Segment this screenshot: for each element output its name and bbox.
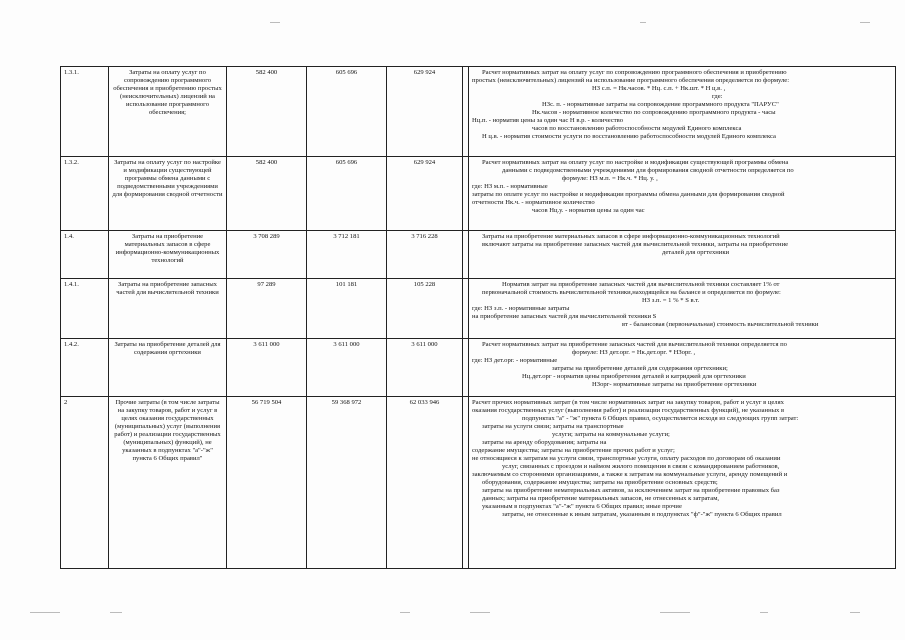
formula-line: формуле: НЗ дет.орг. = Нк.дет.орг. * НЗорг. , (572, 349, 696, 356)
description-line: НЗорг- нормативные затраты на приобретение оргтехники (592, 381, 757, 388)
value-year-1: 582 400 (227, 157, 307, 231)
value-year-2: 101 181 (307, 279, 387, 339)
value-year-2: 605 696 (307, 67, 387, 157)
value-year-3: 62 033 946 (387, 397, 463, 569)
table-row (61, 279, 896, 339)
cost-item-name: Затраты на приобретение деталей для содержания оргтехники (109, 339, 227, 397)
description-line: услуги; затраты на коммунальные услуги; (552, 431, 670, 438)
scan-artifact (400, 612, 410, 613)
table-row (61, 397, 896, 569)
description-line: Нц.п. - норматив цены за один час Н в.р. - количество (472, 117, 624, 124)
cost-item-name: Затраты на приобретение материальных запасов в сфере информационно-коммуникационных технологий (109, 231, 227, 279)
value-year-2: 3 712 181 (307, 231, 387, 279)
table-row (61, 231, 896, 279)
value-year-1: 97 289 (227, 279, 307, 339)
description-line: Затраты на приобретение материальных запасов в сфере информационно-коммуникационных технологий (482, 233, 780, 240)
description-line: часов Нц.у. - норматив цены за один час (532, 207, 645, 214)
value-year-3: 629 924 (387, 67, 463, 157)
calculation-description (469, 279, 896, 339)
cost-item-name: Затраты на оплату услуг по настройке и модификации существующей программы обмена данными с подведомственными учреждениями для формирования сводной отчетности (109, 157, 227, 231)
calculation-description (469, 67, 896, 157)
scan-artifact (270, 22, 280, 23)
scan-artifact (110, 612, 122, 613)
description-line: часов по восстановлению работоспособности модулей Единого комплекса (532, 125, 742, 132)
description-line: затраты на аренду оборудования; затраты на (482, 439, 607, 446)
description-line: на приобретение запасных частей для вычислительной техники S (472, 313, 657, 320)
description-line: услуг, связанных с проездом и наймом жилого помещения в связи с командированием работников, (502, 463, 780, 470)
description-line: где: НЗ дет.орг. - нормативные (472, 357, 558, 364)
description-line: указанным в подпунктах "а"-"ж" пункта 6 Общих правил; иные прочие (482, 503, 682, 510)
row-number: 1.4.1. (61, 279, 109, 339)
scan-artifact (850, 612, 860, 613)
value-year-3: 629 924 (387, 157, 463, 231)
description-line: вт - балансовая (первоначальная) стоимость вычислительной техники (622, 321, 819, 328)
calculation-description (469, 339, 896, 397)
value-year-3: 3 716 228 (387, 231, 463, 279)
description-line: деталей для оргтехники (662, 249, 730, 256)
value-year-2: 59 368 972 (307, 397, 387, 569)
description-line: оказания государственных услуг (выполнения работ) и реализации государственных функций), не указанных в (472, 407, 785, 414)
table-row (61, 67, 896, 157)
value-year-1: 3 708 289 (227, 231, 307, 279)
scan-artifact (470, 612, 490, 613)
calculation-description (469, 231, 896, 279)
description-line: не относящиеся к затратам на услуги связи, транспортные услуги, оплату расходов по договорам об оказании (472, 455, 781, 462)
value-year-3: 3 611 000 (387, 339, 463, 397)
description-line: Расчет прочих нормативных затрат (в том числе нормативных затрат на закупку товаров, работ и услуг в целях (472, 399, 784, 406)
description-line: где: (712, 93, 723, 100)
description-line: затраты на услуги связи; затраты на транспортные (482, 423, 624, 430)
row-number: 1.4.2. (61, 339, 109, 397)
description-line: отчетности Нк.ч. - нормативное количество (472, 199, 595, 206)
table-body (61, 67, 896, 569)
description-line: простых (неисключительных) лицензий на использование программного обеспечения определяется по формуле: (472, 77, 790, 84)
description-line: где: НЗ з.п. - нормативные затраты (472, 305, 570, 312)
description-line: Расчет нормативных затрат на оплату услуг по настройке и модификации существующей программы обмена (482, 159, 789, 166)
description-line: затраты по оплате услуг по настройке и модификации программы обмена данными для формирования сводной (472, 191, 785, 198)
value-year-1: 3 611 000 (227, 339, 307, 397)
scan-artifact (30, 612, 60, 613)
value-year-2: 3 611 000 (307, 339, 387, 397)
scan-artifact (640, 22, 646, 23)
description-line: затраты, не отнесенные к иным затратам, указанным в подпунктах "ф"-"ж" пункта 6 Общих правил (502, 511, 782, 518)
description-line: Расчет нормативных затрат на приобретение запасных частей для вычислительной техники определяется по (482, 341, 787, 348)
description-line: Нц.дет.орг - норматив цены приобретения деталей и катриджей для оргтехники (522, 373, 746, 380)
row-number: 2 (61, 397, 109, 569)
description-line: затраты на приобретение деталей для содержания оргтехники; (552, 365, 728, 372)
scan-artifact (860, 22, 870, 23)
description-line: подпунктах "а" - "ж" пункта 6 Общих правил, осуществляется исходя из следующих групп затрат: (522, 415, 799, 422)
description-line: Расчет нормативных затрат на оплату услуг по сопровождению программного обеспечения и приобретению (482, 69, 787, 76)
calculation-description (469, 157, 896, 231)
description-line: Норматив затрат на приобретение запасных частей для вычислительной техники составляет 1% от (502, 281, 780, 288)
scan-artifact (760, 612, 768, 613)
formula-line: НЗ з.п. = 1 % * S в.т. (642, 297, 700, 304)
description-line: первоначальной стоимость вычислительной техники,находящейся на балансе и определяется по формуле: (482, 289, 781, 296)
description-line: затраты на приобретение нематериальных активов, за исключением затрат на приобретение правовых баз (482, 487, 780, 494)
cost-item-name: Затраты на приобретение запасных частей для вычислительной техники (109, 279, 227, 339)
description-line: заключаемым со сторонними организациями, а также к затратам на коммунальные услуги, аренду помещений и (472, 471, 788, 478)
value-year-2: 605 696 (307, 157, 387, 231)
description-line: Нк.часов - нормативное количество по сопровождению программного продукта - часы (532, 109, 776, 116)
row-number: 1.3.2. (61, 157, 109, 231)
value-year-1: 56 719 504 (227, 397, 307, 569)
description-line: включают затраты на приобретение запасных частей для вычислительной техники, затраты на приобретение (482, 241, 789, 248)
formula-line: формуле: НЗ м.п. = Нк.ч. * Нц. у. , (562, 175, 658, 182)
value-year-1: 582 400 (227, 67, 307, 157)
cost-item-name: Прочие затраты (в том числе затраты на закупку товаров, работ и услуг в целях оказания государственных (муниципальных) услуг (выполнения работ) и реализации государственных (муниципальных) функций), не указанных в подпунктах "а"-"ж" пункта 6 Общих правил" (109, 397, 227, 569)
description-line: НЗс. п. - нормативные затраты на сопровождение программного продукта "ПАРУС" (542, 101, 779, 108)
description-line: Н ц.в. - норматив стоимости услуги по восстановлению работоспособности модулей Единого комплекса (482, 133, 776, 140)
table-row (61, 157, 896, 231)
description-line: содержание имущества; затраты на приобретение прочих работ и услуг; (472, 447, 675, 454)
description-line: оборудования, содержание имущества; затраты на приобретение основных средств; (482, 479, 718, 486)
calculation-description (469, 397, 896, 569)
description-line: где: НЗ м.п. - нормативные (472, 183, 548, 190)
cost-item-name: Затраты на оплату услуг по сопровождению программного обеспечения и приобретению простых (неисключительных) лицензий на использование программного обеспечения; (109, 67, 227, 157)
description-line: данных; затраты на приобретение материальных запасов, не отнесенных к затратам, (482, 495, 720, 502)
normative-costs-table (60, 66, 896, 569)
description-line: данными с подведомственными учреждениями для формирования сводной отчетности определяется по (502, 167, 794, 174)
row-number: 1.3.1. (61, 67, 109, 157)
formula-line: НЗ с.п. = Нк.часов. * Нц. с.п. + Нк.шт. * Н ц.в. , (592, 85, 726, 92)
table-row (61, 339, 896, 397)
row-number: 1.4. (61, 231, 109, 279)
scan-artifact (660, 612, 690, 613)
value-year-3: 105 228 (387, 279, 463, 339)
